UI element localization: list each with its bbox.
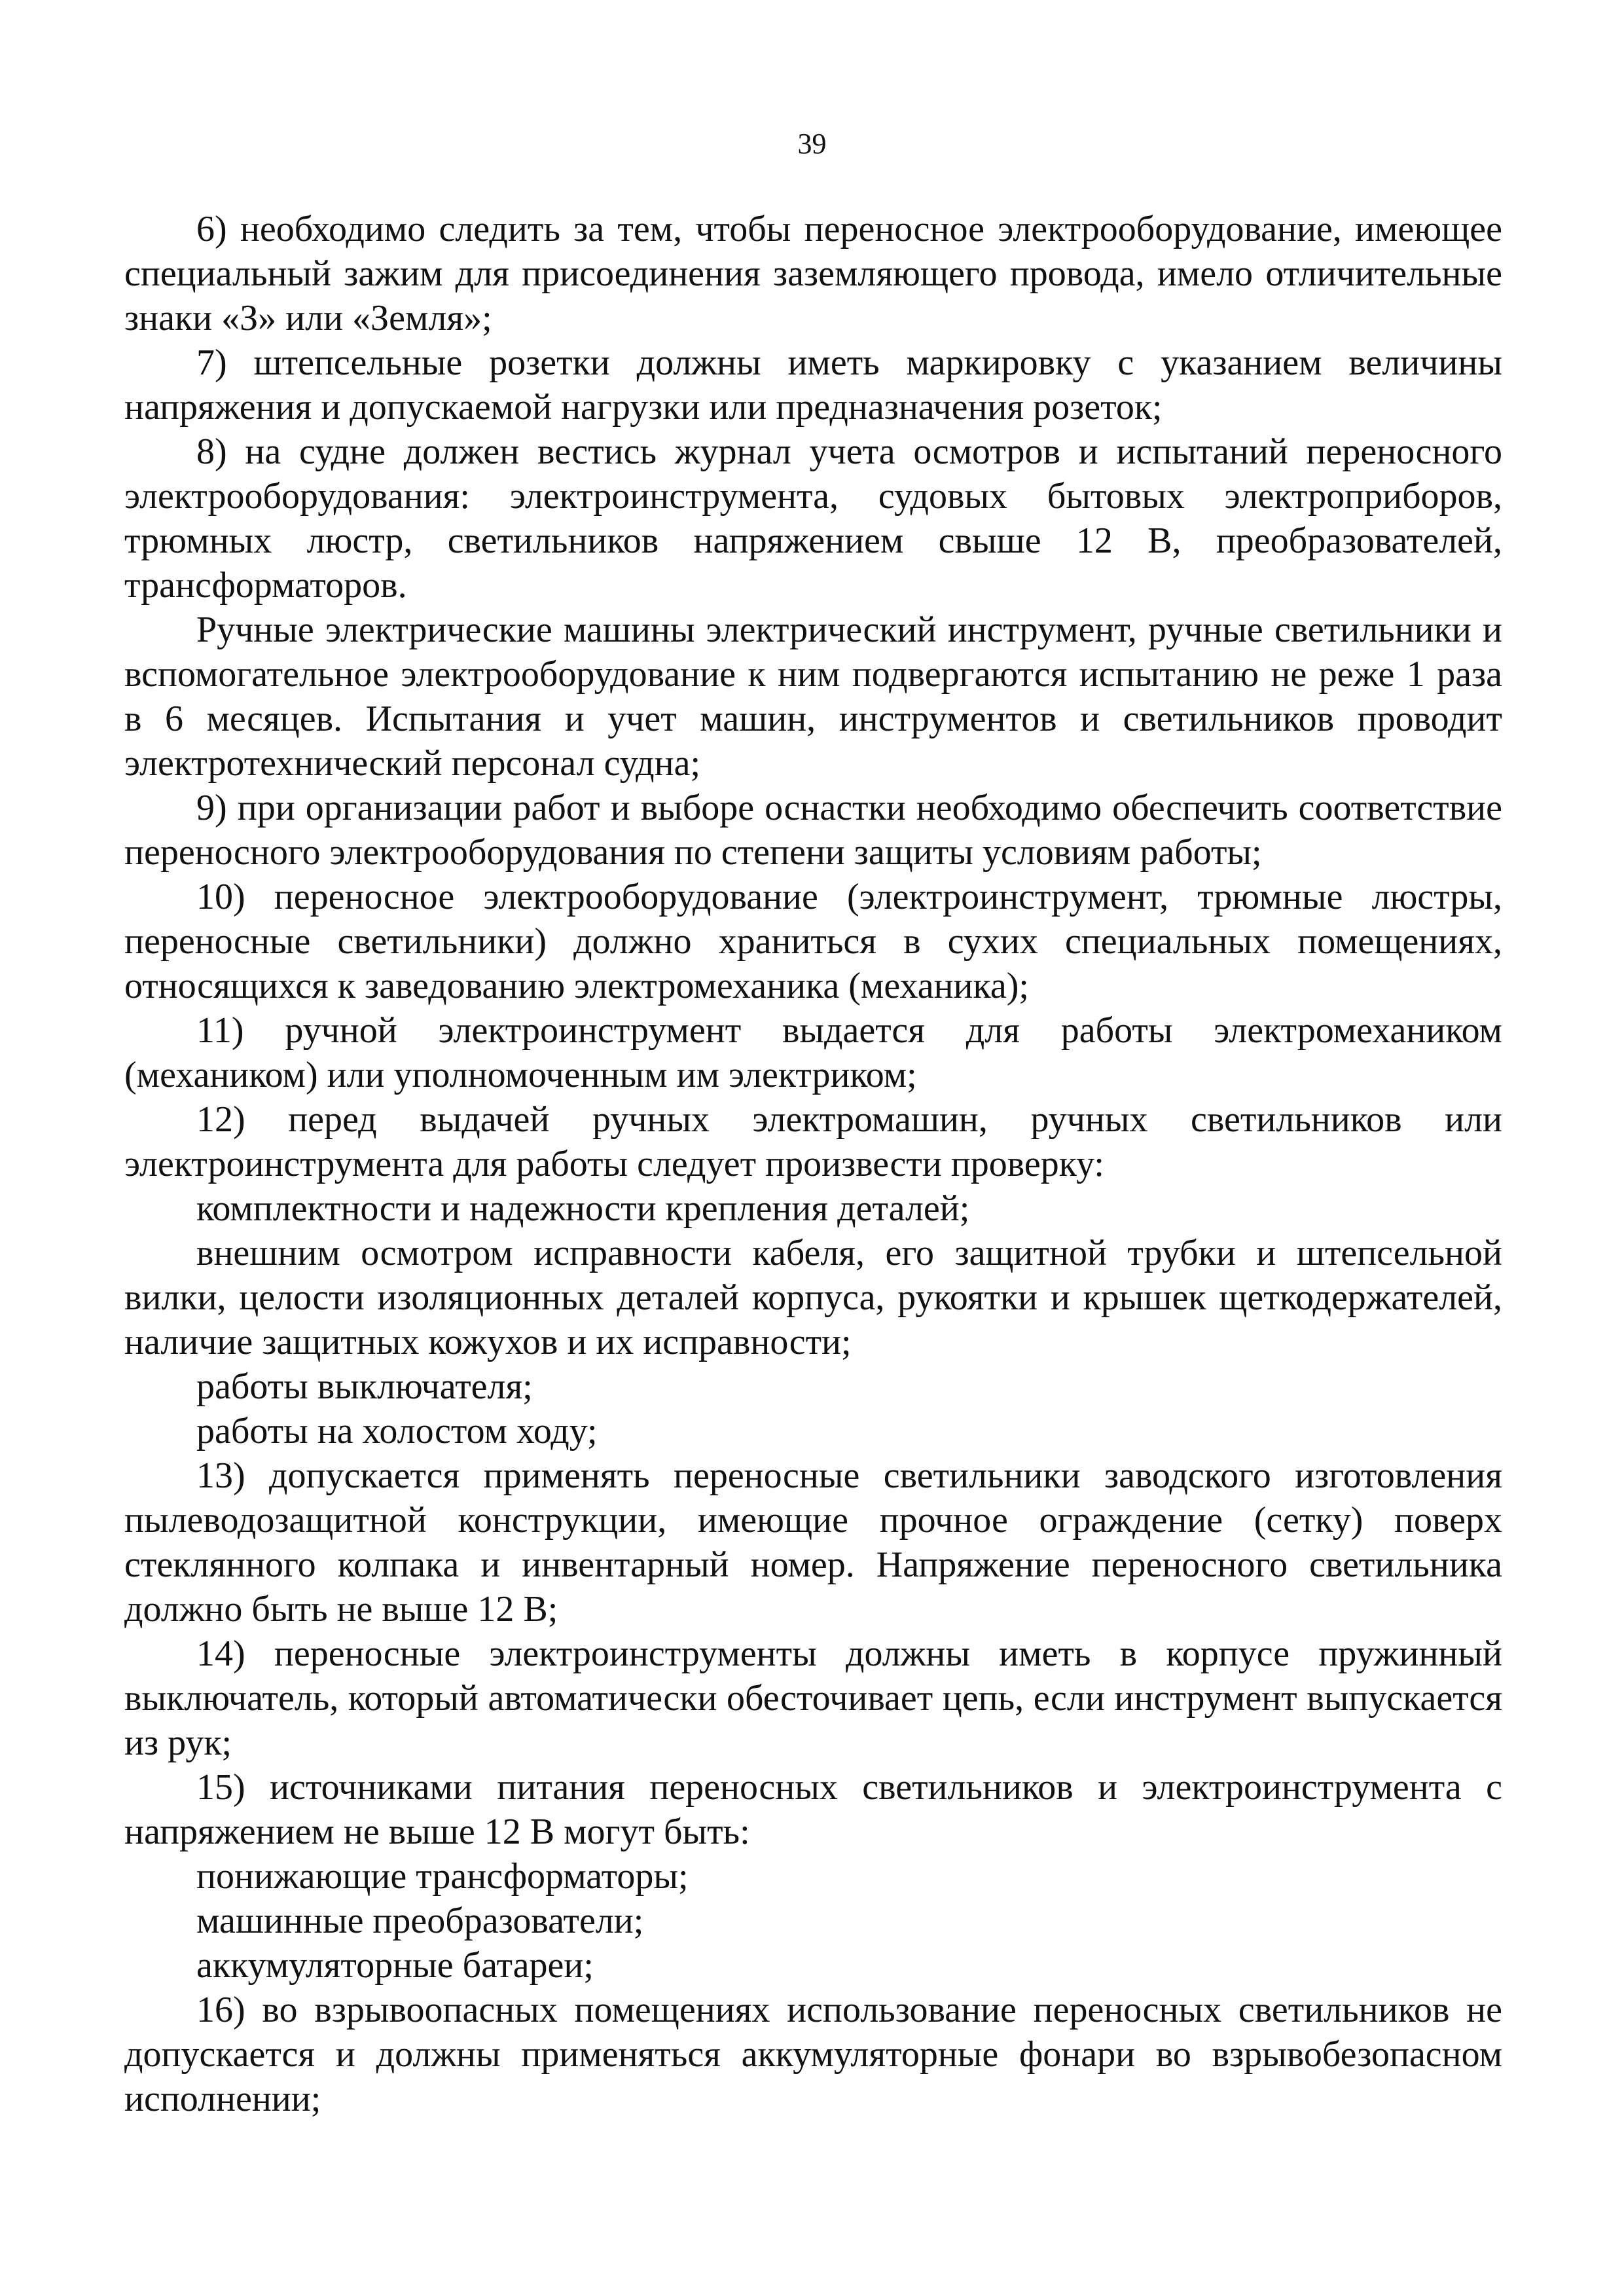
paragraph-item-10: 10) переносное электрооборудование (электроинструмент, трюмные люстры, переносные светильники) должно храниться в сухих специальных помещениях, относящихся к заведованию электромеханика (механика); <box>124 877 1502 1006</box>
paragraph-item-15: 15) источниками питания переносных светильников и электроинструмента с напряжением не выше 12 В могут быть: <box>124 1767 1502 1852</box>
list-item-switch-operation: работы выключателя; <box>196 1366 533 1407</box>
paragraph-item-14: 14) переносные электроинструменты должны иметь в корпусе пружинный выключатель, который автоматически обесточивает цепь, если инструмент выпускается из рук; <box>124 1633 1502 1763</box>
list-item-completeness: комплектности и надежности крепления деталей; <box>196 1188 970 1229</box>
paragraph-item-12: 12) перед выдачей ручных электромашин, ручных светильников или электроинструмента для работы следует произвести проверку: <box>124 1099 1502 1184</box>
paragraph-item-11: 11) ручной электроинструмент выдается для работы электромехаником (механиком) или уполномоченным им электриком; <box>124 1010 1502 1095</box>
list-item-batteries: аккумуляторные батареи; <box>196 1945 594 1986</box>
paragraph-item-8: 8) на судне должен вестись журнал учета осмотров и испытаний переносного электрооборудования: электроинструмента, судовых бытовых электроприборов, трюмных люстр, светильников напряжением свыше 12 В, преобразователей, трансформаторов. <box>124 431 1502 606</box>
list-item-idle-operation: работы на холостом ходу; <box>196 1411 598 1451</box>
page-number: 39 <box>797 128 827 160</box>
document-body <box>124 207 1502 2121</box>
paragraph-item-7: 7) штепсельные розетки должны иметь маркировку с указанием величины напряжения и допускаемой нагрузки или предназначения розеток; <box>124 342 1502 428</box>
paragraph-item-16: 16) во взрывоопасных помещениях использование переносных светильников не допускается и должны применяться аккумуляторные фонари во взрывобезопасном исполнении; <box>124 1990 1502 2119</box>
list-item-machine-converters: машинные преобразователи; <box>196 1901 644 1941</box>
paragraph-hand-tools-testing: Ручные электрические машины электрический инструмент, ручные светильники и вспомогательное электрооборудование к ним подвергаются испытанию не реже 1 раза в 6 месяцев. Испытания и учет машин, инструментов и светильников проводит электротехнический персонал судна; <box>124 610 1502 784</box>
list-item-step-down-transformers: понижающие трансформаторы; <box>196 1856 689 1897</box>
paragraph-item-9: 9) при организации работ и выборе оснастки необходимо обеспечить соответствие переносного электрооборудования по степени защиты условиям работы; <box>124 788 1502 873</box>
paragraph-item-6: 6) необходимо следить за тем, чтобы переносное электрооборудование, имеющее специальный зажим для присоединения заземляющего провода, имело отличительные знаки «З» или «Земля»; <box>124 209 1502 338</box>
list-item-external-inspection: внешним осмотром исправности кабеля, его защитной трубки и штепсельной вилки, целости изоляционных деталей корпуса, рукоятки и крышек щеткодержателей, наличие защитных кожухов и их исправности; <box>124 1233 1502 1362</box>
paragraph-item-13: 13) допускается применять переносные светильники заводского изготовления пылеводозащитной конструкции, имеющие прочное ограждение (сетку) поверх стеклянного колпака и инвентарный номер. Напряжение переносного светильника должно быть не выше 12 В; <box>124 1455 1502 1630</box>
